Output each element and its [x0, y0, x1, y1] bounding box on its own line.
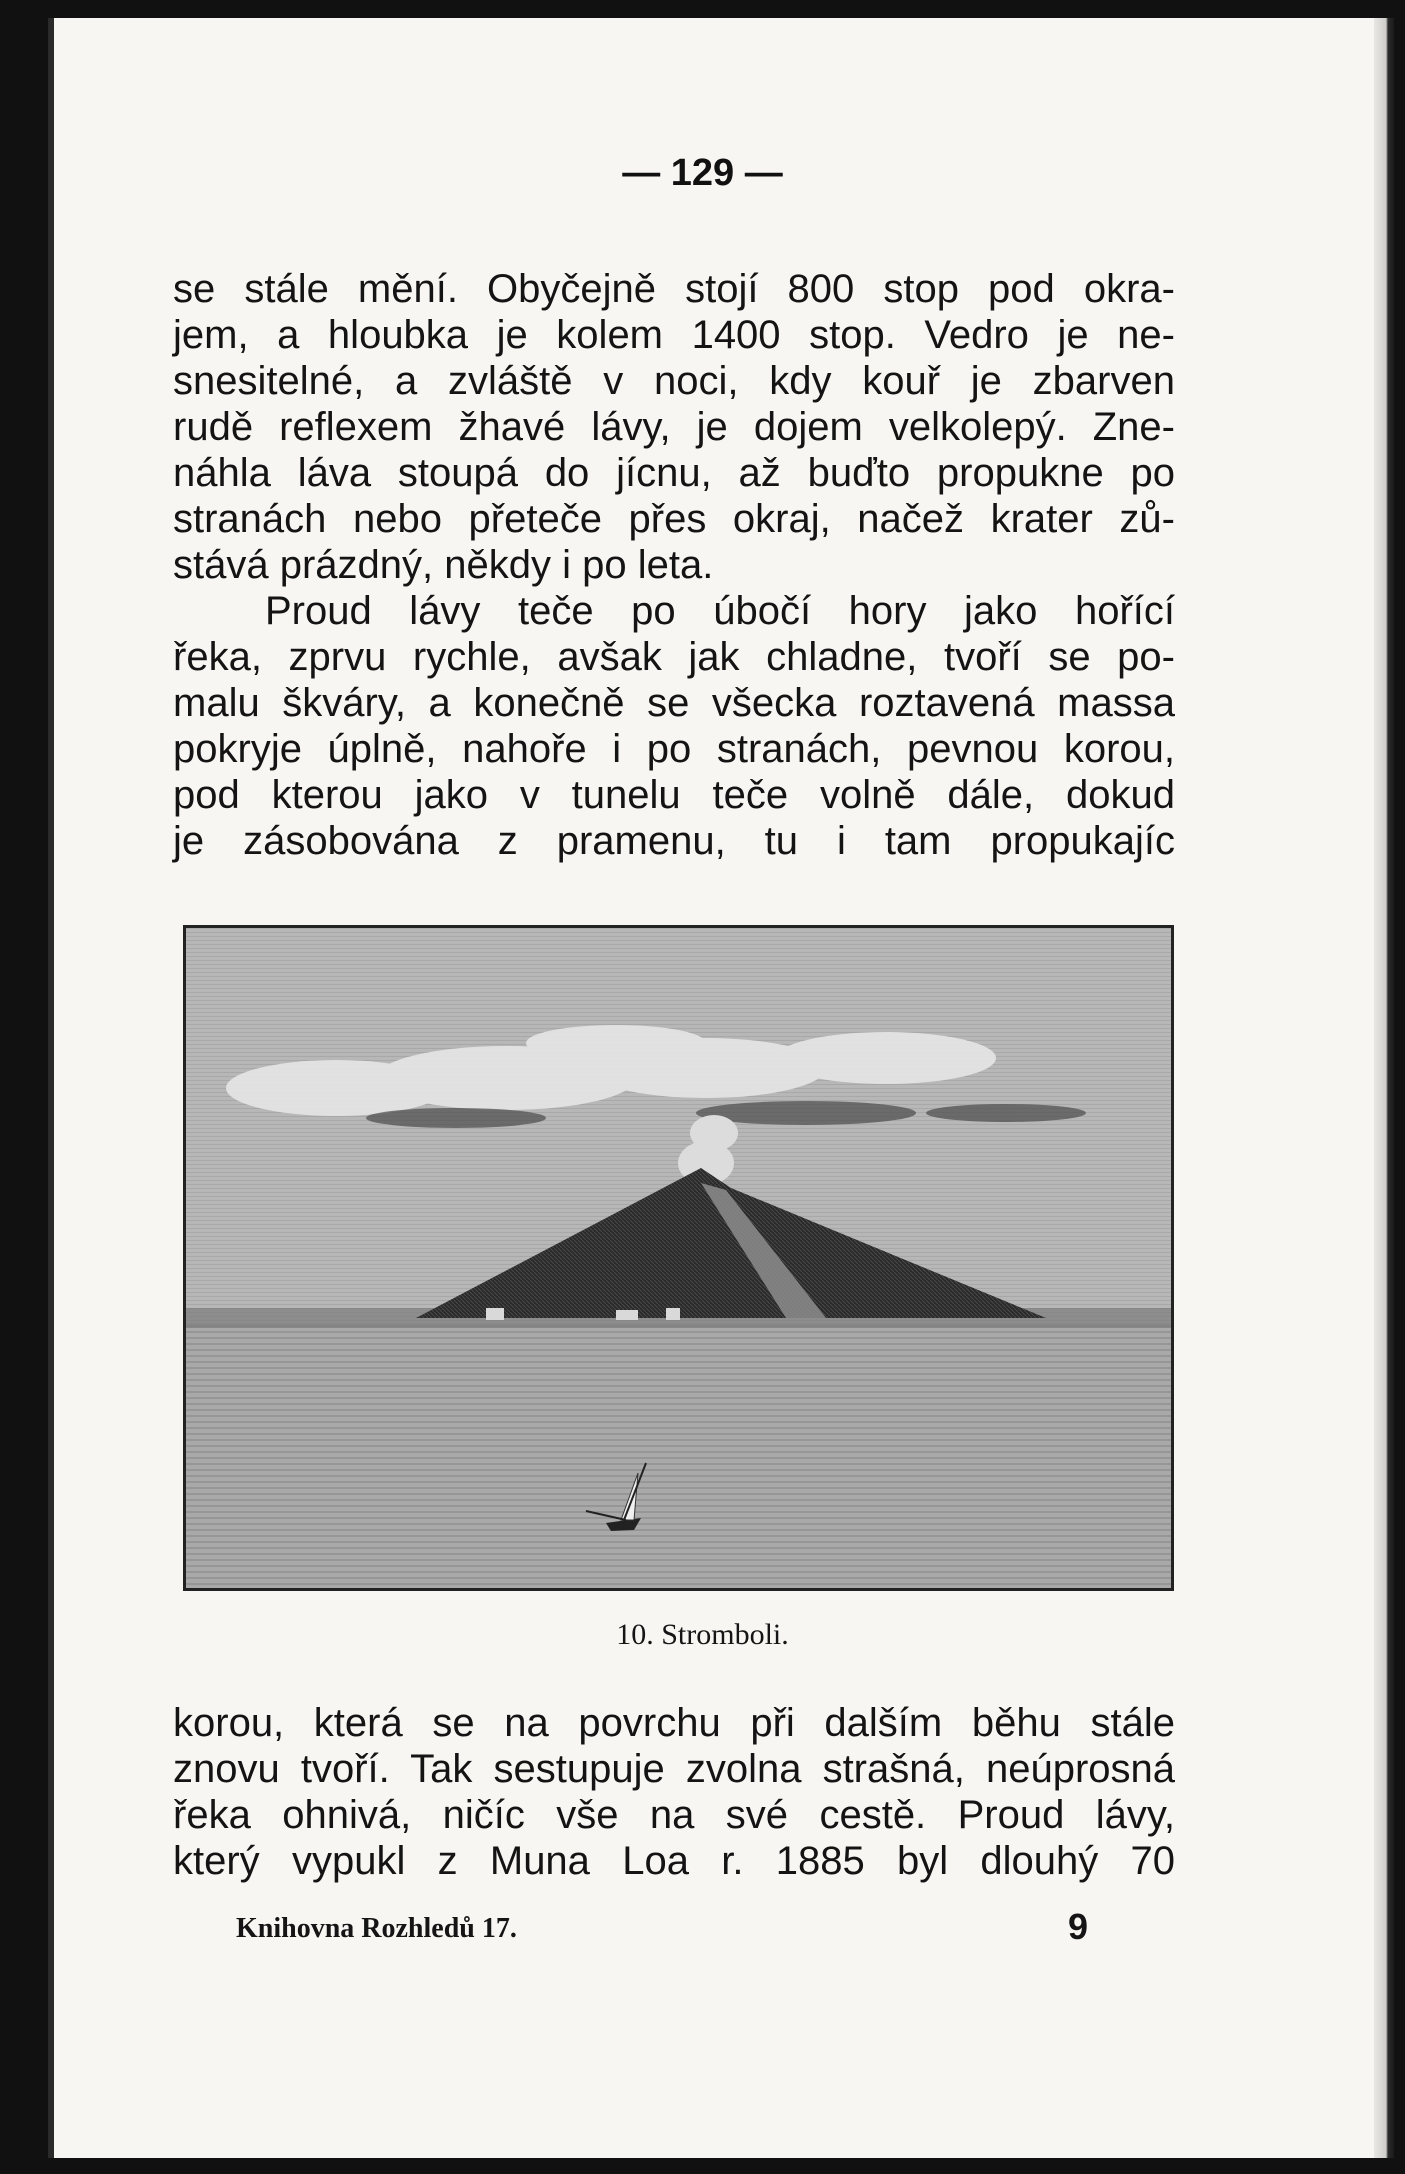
text-line: pokryje úplně, nahoře i po stranách, pevnou korou, — [173, 727, 1175, 771]
text-line: řeka ohnivá, ničíc vše na své cestě. Proud lávy, — [173, 1793, 1175, 1837]
text-line: Proud lávy teče po úbočí hory jako hořící — [265, 589, 1175, 633]
footer-sheet-number: 9 — [1068, 1906, 1089, 1947]
text-line: malu škváry, a konečně se všecka roztavená massa — [173, 681, 1175, 725]
text-line: řeka, zprvu rychle, avšak jak chladne, tvoří se po- — [173, 635, 1175, 679]
text-line: rudě reflexem žhavé lávy, je dojem velkolepý. Zne- — [173, 405, 1175, 449]
text-line: je zásobována z pramenu, tu i tam propukajíc — [173, 819, 1175, 863]
figure-caption: 10. Stromboli. — [616, 1618, 789, 1651]
bottom-text-block — [173, 1700, 1175, 1884]
text-line: jem, a hloubka je kolem 1400 stop. Vedro je ne- — [173, 313, 1175, 357]
text-line: náhla láva stoupá do jícnu, až buďto propukne po — [173, 451, 1175, 495]
text-line: který vypukl z Muna Loa r. 1885 byl dlouhý 70 — [173, 1839, 1175, 1883]
text-line: stává prázdný, někdy i po leta. — [173, 543, 714, 587]
text-line: znovu tvoří. Tak sestupuje zvolna strašná, neúprosná — [173, 1747, 1175, 1791]
volcano-engraving — [186, 928, 1171, 1588]
text-line: stranách nebo přeteče přes okraj, načež krater zů- — [173, 497, 1175, 541]
footer-signature: Knihovna Rozhledů 17. — [236, 1913, 517, 1944]
text-line: korou, která se na povrchu při dalším běhu stále — [173, 1701, 1175, 1745]
page-edge-shadow — [1374, 18, 1394, 2158]
text-line: se stále mění. Obyčejně stojí 800 stop pod okra- — [173, 267, 1175, 311]
top-text-block — [173, 266, 1175, 864]
text-line: pod kterou jako v tunelu teče volně dále, dokud — [173, 773, 1175, 817]
stromboli-illustration — [183, 925, 1174, 1591]
text-line: snesitelné, a zvláště v noci, kdy kouř je zbarven — [173, 359, 1175, 403]
page-number: — 129 — — [622, 152, 783, 194]
